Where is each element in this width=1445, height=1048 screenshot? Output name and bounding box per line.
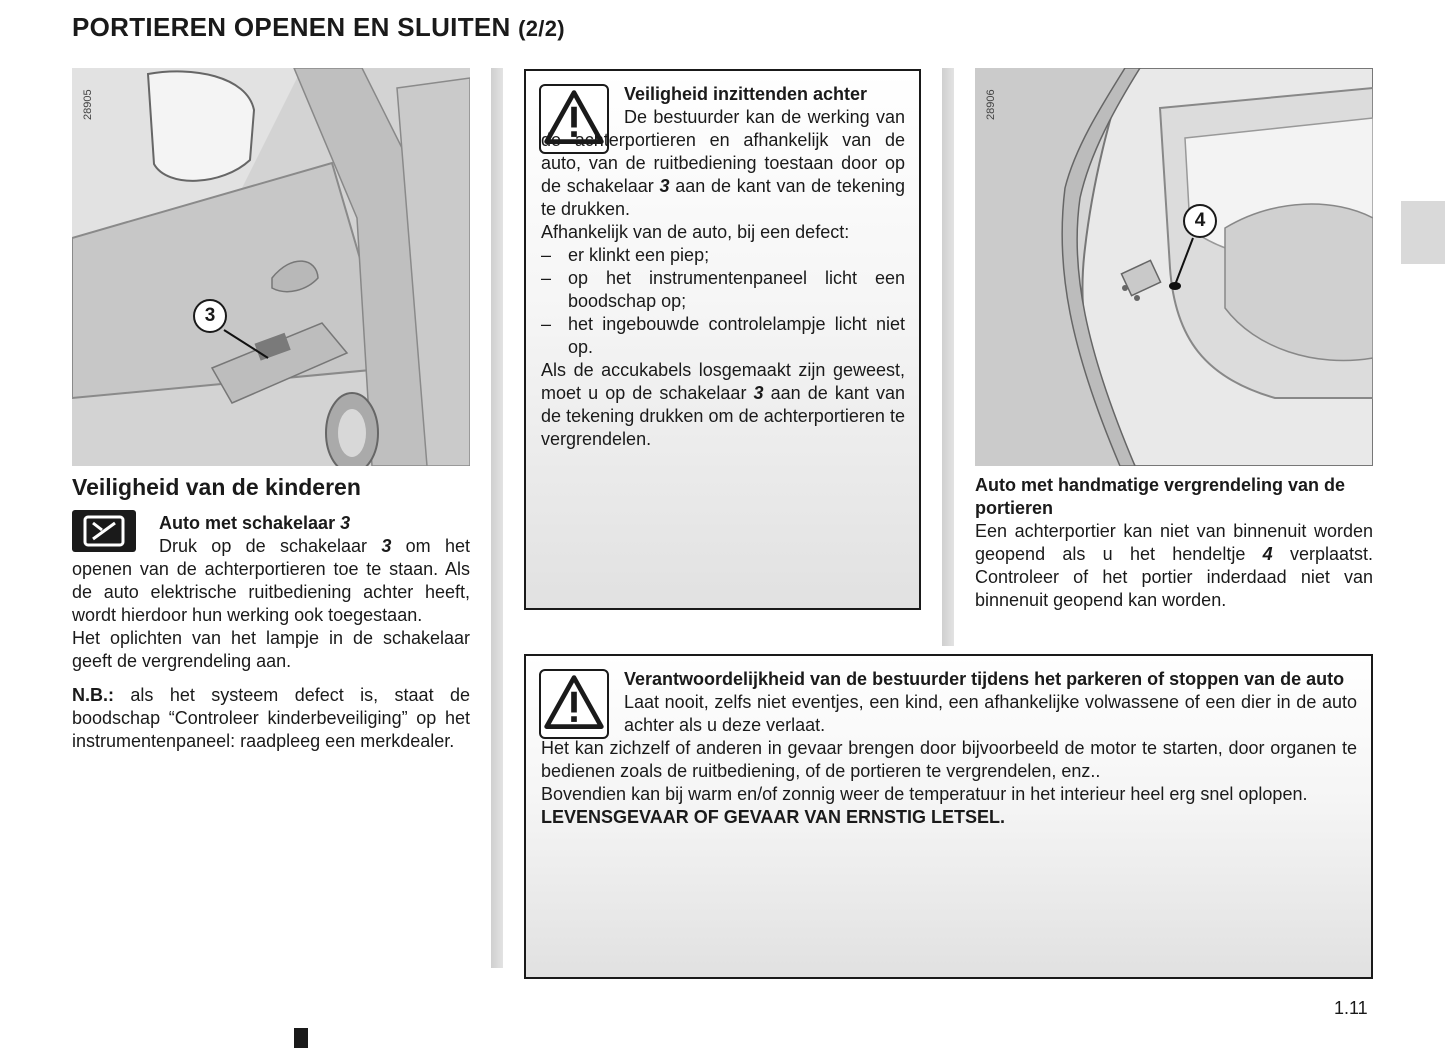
list-item: – het ingebouwde controlelampje licht niet op. [541,313,905,359]
door-switch-illustration [72,68,470,466]
end-marker [294,1028,308,1048]
paragraph: De bestuurder kan de werking van de achterportieren en afhankelijk van de auto, van de ruitbediening toestaan door op de schakelaar 3 aan de kant van de tekening te drukken. [541,107,905,219]
list-item: – op het instrumentenpaneel licht een boodschap op; [541,267,905,313]
warning-box-driver-responsibility [524,654,1373,979]
warning-text [541,668,1357,829]
manual-lock-text [975,474,1373,612]
sub-heading: Auto met handmatige vergrendeling van de portieren [975,475,1346,518]
rear-door-drawing [975,68,1373,466]
warning-box-rear-occupants [524,69,921,610]
list-item: – er klinkt een piep; [541,244,905,267]
note: N.B.: als het systeem defect is, staat de boodschap “Controleer kinderbeveiliging” op het instrumentenpaneel: raadpleeg een merkdealer. [72,685,470,751]
column-separator [942,68,954,646]
paragraph: Laat nooit, zelfs niet eventjes, een kind, een afhankelijke volwassene of een dier in de auto achter als u deze verlaat. [624,692,1357,735]
door-interior-drawing [72,68,470,466]
page-title: PORTIEREN OPENEN EN SLUITEN (2/2) [72,12,565,42]
warning-title: Veiligheid inzittenden achter [624,84,868,104]
warning-text [541,83,905,451]
column-separator [491,68,503,968]
child-safety-text [72,512,470,753]
paragraph: Het oplichten van het lampje in de schakelaar geeft de vergrendeling aan. [72,628,470,671]
paragraph: Druk op de schakelaar 3 om het openen van de achterportieren toe te staan. Als de auto elektrische ruitbediening achter heeft, wordt hierdoor hun werking ook toegestaan. [72,536,470,625]
sub-heading: Auto met schakelaar 3 [159,513,351,533]
page-number: 1.11 [1334,998,1368,1018]
image-code: 28906 [985,89,997,120]
danger-statement: LEVENSGEVAAR OF GEVAAR VAN ERNSTIG LETSEL. [541,807,1006,827]
defect-list [541,244,905,359]
callout-4: 4 [1183,204,1217,238]
section-heading: Veiligheid van de kinderen [72,474,361,500]
image-code: 28905 [82,89,94,120]
paragraph: Het kan zichzelf of anderen in gevaar brengen door bijvoorbeeld de motor te starten, door organen te bedienen zoals de ruitbediening, of de portieren te vergrendelen, enz.. [541,738,1357,781]
warning-title: Verantwoordelijkheid van de bestuurder tijdens het parkeren of stoppen van de auto [624,669,1345,689]
paragraph: Afhankelijk van de auto, bij een defect: [541,222,850,242]
paragraph: Een achterportier kan niet van binnenuit worden geopend als u het hendeltje 4 verplaatst. Controleer of het portier inderdaad niet van binnenuit geopend kan worden. [975,521,1373,610]
paragraph: Als de accukabels losgemaakt zijn geweest, moet u op de schakelaar 3 aan de kant van de tekening drukken om de achterportieren te vergrendelen. [541,360,905,449]
door-lock-illustration [975,68,1373,466]
chapter-thumb-tab [1401,201,1445,264]
callout-3: 3 [193,299,227,333]
paragraph: Bovendien kan bij warm en/of zonnig weer de temperatuur in het interieur heel erg snel oplopen. [541,784,1308,804]
page-title-part: (2/2) [518,16,565,41]
